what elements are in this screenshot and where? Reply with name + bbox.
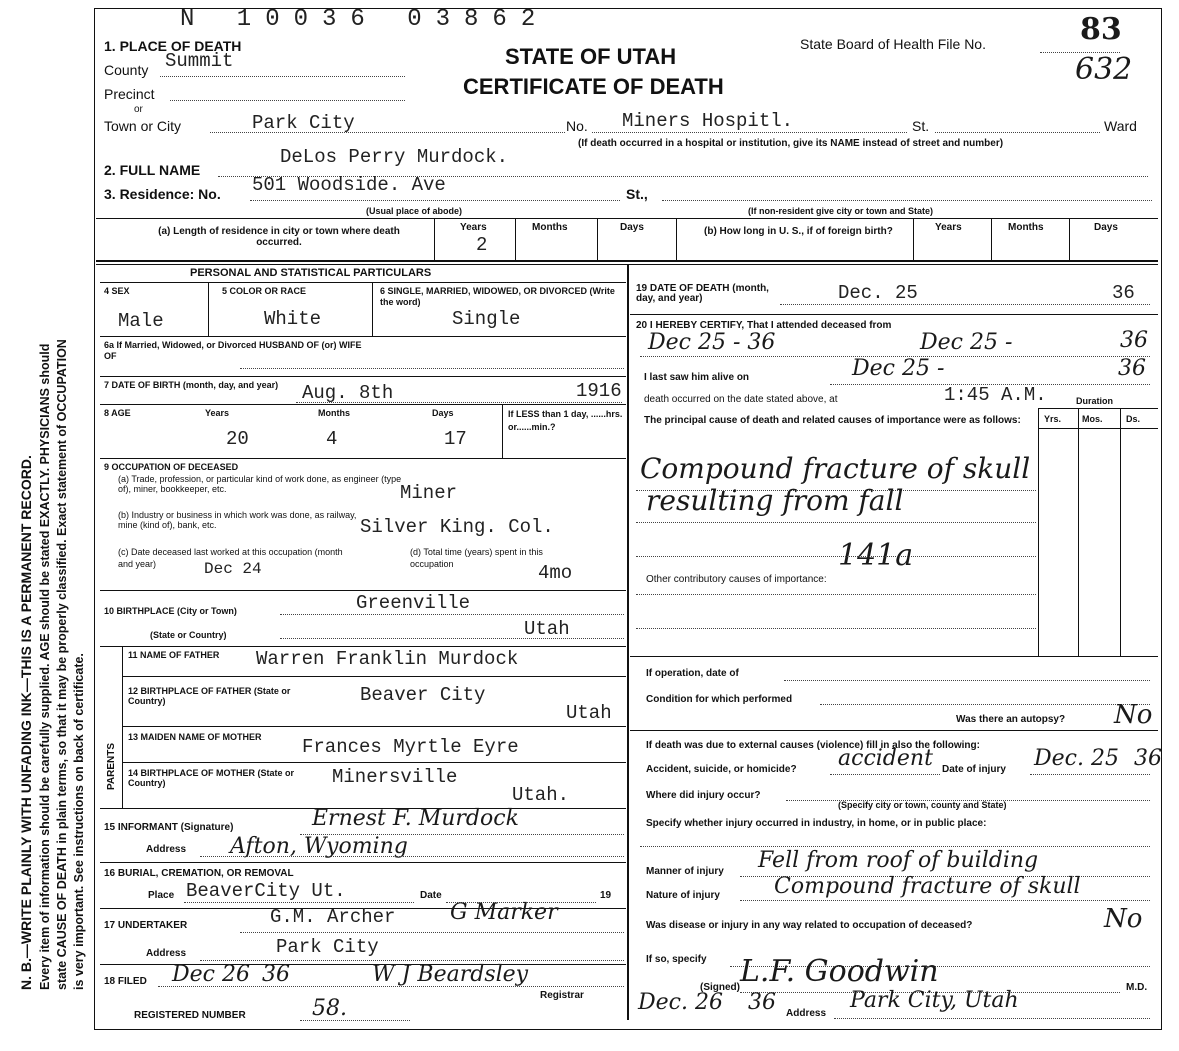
father-label: 11 NAME OF FATHER bbox=[128, 650, 220, 660]
date-of-death-value: Dec. 25 bbox=[838, 282, 918, 304]
res-years-label: Years bbox=[460, 222, 487, 233]
length-residence-label: (a) Length of residence in city or town where death occurred. bbox=[158, 226, 400, 248]
undertaker-value: G.M. Archer bbox=[270, 906, 396, 928]
father-bp-value: Beaver City bbox=[360, 684, 486, 706]
last-saw-value: Dec 25 - bbox=[852, 356, 945, 381]
occupation-c-value: Dec 24 bbox=[204, 560, 262, 578]
occupation-d-value: 4mo bbox=[538, 562, 573, 584]
filed-year: 36 bbox=[262, 962, 290, 987]
death-time: 1:45 A.M. bbox=[944, 384, 1047, 406]
res-days-label: Days bbox=[620, 222, 644, 233]
md-label: M.D. bbox=[1126, 982, 1148, 993]
age-years-label: Years bbox=[205, 408, 230, 418]
informant-address-label: Address bbox=[146, 844, 187, 855]
margin-line-3: state CAUSE OF DEATH in plain terms, so that it may be properly classified. Exact statement of OCCUPATION bbox=[55, 339, 69, 990]
filed-label: 18 FILED bbox=[104, 976, 147, 987]
industry-label: Specify whether injury occurred in industry, in home, or in public place: bbox=[646, 818, 987, 829]
cause-line-2: resulting from fall bbox=[646, 484, 904, 517]
occ-related-value: No bbox=[1104, 904, 1143, 934]
yrs-label: Yrs. bbox=[1044, 414, 1062, 424]
occupation-d-label: (d) Total time (years) spent in this occupation bbox=[410, 547, 543, 569]
physician-signature: L.F. Goodwin bbox=[740, 954, 939, 989]
st-label: St. bbox=[912, 118, 930, 134]
father-state-value: Utah bbox=[566, 702, 612, 724]
informant-label: 15 INFORMANT (Signature) bbox=[104, 822, 234, 833]
file-no-bottom: 632 bbox=[1075, 52, 1133, 87]
color-value: White bbox=[264, 308, 322, 330]
cause-label: The principal cause of death and related causes of importance were as follows: bbox=[644, 415, 1021, 426]
attended-to: Dec 25 - bbox=[920, 330, 1013, 355]
last-saw-year: 36 bbox=[1118, 356, 1146, 381]
contributory-label: Other contributory causes of importance: bbox=[646, 574, 827, 585]
informant-address: Afton, Wyoming bbox=[230, 834, 408, 859]
spouse-label: 6a If Married, Widowed, or Divorced HUSBAND OF (or) WIFE OF bbox=[104, 340, 362, 361]
residence-label: 3. Residence: No. bbox=[104, 186, 221, 202]
registered-number-label: REGISTERED NUMBER bbox=[134, 1010, 246, 1021]
personal-heading: PERSONAL AND STATISTICAL PARTICULARS bbox=[190, 267, 432, 279]
usual-abode-note: (Usual place of abode) bbox=[366, 206, 463, 216]
town-label: Town or City bbox=[104, 118, 182, 134]
hospital-note: (If death occurred in a hospital or institution, give its NAME instead of street and number) bbox=[578, 138, 1004, 149]
date-of-death-label: 19 DATE OF DEATH (month, day, and year) bbox=[636, 283, 769, 304]
precinct-label: Precinct bbox=[104, 86, 155, 102]
birth-state-value: Utah bbox=[524, 618, 570, 640]
us-days-label: Days bbox=[1094, 222, 1118, 233]
occupation-b-value: Silver King. Col. bbox=[360, 516, 554, 538]
condition-label: Condition for which performed bbox=[646, 694, 793, 705]
occurred-label: death occurred on the date stated above, at bbox=[644, 394, 838, 405]
county-label: County bbox=[104, 62, 149, 78]
physician-address: Park City, Utah bbox=[850, 988, 1019, 1013]
res-years-value: 2 bbox=[476, 234, 488, 256]
undertaker-address: Park City bbox=[276, 936, 379, 958]
file-no-top: 83 bbox=[1080, 12, 1122, 47]
birthplace-value: Greenville bbox=[356, 592, 471, 614]
county-value: Summit bbox=[165, 50, 234, 72]
cause-code: 141a bbox=[838, 538, 914, 573]
or-label: or bbox=[134, 104, 143, 115]
sign-year: 36 bbox=[748, 990, 776, 1015]
margin-line-2: Every item of information should be carefully supplied. AGE should be stated EXACTLY. PHYSICIANS should bbox=[38, 343, 52, 990]
us-months-label: Months bbox=[1008, 222, 1044, 233]
duration-label: Duration bbox=[1076, 396, 1113, 406]
full-name-value: DeLos Perry Murdock. bbox=[280, 146, 509, 168]
manner-value: Fell from roof of building bbox=[758, 848, 1039, 873]
death-year: 36 bbox=[1112, 282, 1135, 304]
mother-bp-value: Minersville bbox=[332, 766, 458, 788]
birthplace-label: 10 BIRTHPLACE (City or Town) bbox=[104, 606, 237, 616]
signed-label: (Signed) bbox=[700, 982, 740, 993]
certify-label: 20 I HEREBY CERTIFY, That I attended deceased from bbox=[636, 320, 892, 331]
father-value: Warren Franklin Murdock bbox=[256, 648, 519, 670]
operation-label: If operation, date of bbox=[646, 668, 739, 679]
certificate-title: CERTIFICATE OF DEATH bbox=[463, 74, 724, 99]
birth-state-label: (State or Country) bbox=[150, 630, 227, 640]
town-value: Park City bbox=[252, 112, 355, 134]
occupation-c-label: (c) Date deceased last worked at this occupation (month and year) bbox=[118, 547, 343, 569]
age-months-label: Months bbox=[318, 408, 350, 418]
specify-note: (Specify city or town, county and State) bbox=[838, 800, 1007, 810]
occupation-label: 9 OCCUPATION OF DECEASED bbox=[104, 462, 239, 472]
nonres-note: (If non-resident give city or town and State) bbox=[748, 206, 934, 216]
mother-state-value: Utah. bbox=[512, 784, 570, 806]
autopsy-label: Was there an autopsy? bbox=[956, 714, 1066, 725]
injury-year: 36 bbox=[1134, 746, 1162, 771]
state-title: STATE OF UTAH bbox=[505, 44, 677, 69]
mother-bp-label: 14 BIRTHPLACE OF MOTHER (State or Country) bbox=[128, 768, 295, 788]
burial-date-label: Date bbox=[420, 890, 442, 901]
age-years-value: 20 bbox=[226, 428, 249, 450]
cause-line-1: Compound fracture of skull bbox=[640, 452, 1031, 485]
ds-label: Ds. bbox=[1126, 414, 1141, 424]
injury-where-label: Where did injury occur? bbox=[646, 790, 761, 801]
dob-label: 7 DATE OF BIRTH (month, day, and year) bbox=[104, 380, 279, 390]
place-of-death-heading: 1. PLACE OF DEATH bbox=[104, 38, 242, 54]
burial-place-label: Place bbox=[148, 890, 175, 901]
ward-label: Ward bbox=[1104, 118, 1137, 134]
age-days-value: 17 bbox=[444, 428, 467, 450]
registered-number-value: 58. bbox=[312, 996, 347, 1021]
marital-value: Single bbox=[452, 308, 521, 330]
burial-place-value: BeaverCity Ut. bbox=[186, 880, 346, 902]
mother-label: 13 MAIDEN NAME OF MOTHER bbox=[128, 732, 262, 742]
registrar-label: Registrar bbox=[540, 990, 584, 1001]
father-bp-label: 12 BIRTHPLACE OF FATHER (State or Country) bbox=[128, 686, 291, 706]
external-causes-label: If death was due to external causes (violence) fill in also the following: bbox=[646, 740, 980, 751]
parents-side-label: PARENTS bbox=[106, 742, 117, 790]
informant-signature: Ernest F. Murdock bbox=[312, 806, 519, 831]
undertaker-signature: G Marker bbox=[450, 900, 558, 925]
registrar-signature: W J Beardsley bbox=[372, 962, 529, 987]
occupation-b-label: (b) Industry or business in which work was done, as railway, mine (kind of), bank, etc. bbox=[118, 510, 357, 530]
how-long-label: (b) How long in U. S., if of foreign birth? bbox=[704, 226, 893, 237]
occ-related-label: Was disease or injury in any way related to occupation of deceased? bbox=[646, 920, 973, 931]
last-saw-label: I last saw him alive on bbox=[644, 372, 750, 383]
dob-value: Aug. 8th bbox=[302, 382, 394, 404]
sex-value: Male bbox=[118, 310, 164, 332]
burial-year-label: 19 bbox=[600, 890, 612, 901]
burial-label: 16 BURIAL, CREMATION, OR REMOVAL bbox=[104, 868, 294, 879]
age-days-label: Days bbox=[432, 408, 454, 418]
mos-label: Mos. bbox=[1082, 414, 1103, 424]
margin-line-1: N. B.—WRITE PLAINLY WITH UNFADING INK—THIS IS A PERMANENT RECORD. bbox=[18, 455, 34, 990]
occupation-a-value: Miner bbox=[400, 482, 458, 504]
full-name-label: 2. FULL NAME bbox=[104, 162, 201, 178]
color-label: 5 COLOR OR RACE bbox=[222, 286, 307, 296]
physician-address-label: Address bbox=[786, 1008, 827, 1019]
injury-date-value: Dec. 25 bbox=[1034, 746, 1119, 771]
residence-value: 501 Woodside. Ave bbox=[252, 174, 446, 196]
hospital-value: Miners Hospitl. bbox=[622, 110, 794, 132]
if-so-label: If so, specify bbox=[646, 954, 707, 965]
marital-label: 6 SINGLE, MARRIED, WIDOWED, OR DIVORCED (Write the word) bbox=[380, 286, 615, 307]
file-no-label: State Board of Health File No. bbox=[800, 36, 986, 52]
injury-date-label: Date of injury bbox=[942, 764, 1006, 775]
mother-value: Frances Myrtle Eyre bbox=[302, 736, 519, 758]
less-than-label: If LESS than 1 day, ......hrs. or......min.? bbox=[508, 409, 623, 432]
autopsy-value: No bbox=[1114, 700, 1153, 730]
undertaker-address-label: Address bbox=[146, 948, 187, 959]
accident-value: accident bbox=[838, 746, 933, 771]
attended-from: Dec 25 - 36 bbox=[648, 330, 776, 355]
attended-to-year: 36 bbox=[1120, 328, 1148, 353]
age-label: 8 AGE bbox=[104, 408, 131, 418]
age-months-value: 4 bbox=[326, 428, 338, 450]
undertaker-label: 17 UNDERTAKER bbox=[104, 920, 188, 931]
filed-date: Dec 26 bbox=[172, 962, 250, 987]
nature-label: Nature of injury bbox=[646, 890, 720, 901]
res-months-label: Months bbox=[532, 222, 568, 233]
margin-line-4: is very important. See instructions on back of certificate. bbox=[72, 653, 86, 990]
no-label: No. bbox=[566, 118, 588, 134]
serial-number: N 10036 03862 bbox=[180, 6, 550, 33]
sign-date: Dec. 26 bbox=[638, 990, 723, 1015]
occupation-a-label: (a) Trade, profession, or particular kind of work done, as engineer (type of), miner, bookkeeper, etc. bbox=[118, 474, 402, 494]
us-years-label: Years bbox=[935, 222, 962, 233]
nature-value: Compound fracture of skull bbox=[774, 874, 1081, 899]
manner-label: Manner of injury bbox=[646, 866, 724, 877]
accident-label: Accident, suicide, or homicide? bbox=[646, 764, 797, 775]
residence-st-label: St., bbox=[626, 186, 648, 202]
dob-year: 1916 bbox=[576, 380, 622, 402]
sex-label: 4 SEX bbox=[104, 286, 130, 296]
